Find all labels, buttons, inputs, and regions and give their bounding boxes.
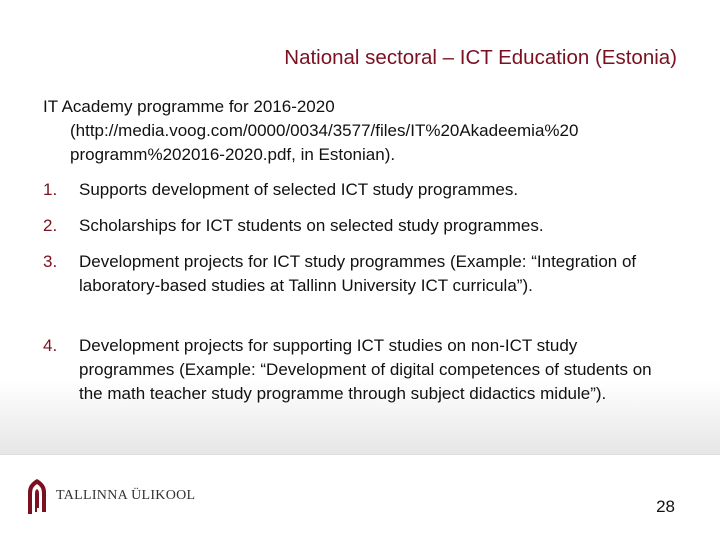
intro-line: IT Academy programme for 2016-2020 (43, 97, 335, 116)
list-item (43, 178, 683, 202)
list-number: 3. (43, 252, 58, 271)
page-number: 28 (656, 497, 675, 516)
tallinn-university-arch-icon (26, 478, 48, 514)
list-number: 4. (43, 336, 58, 355)
slide-title: National sectoral – ICT Education (Estonia) (284, 46, 677, 69)
list-text: Development projects for supporting ICT studies on non-ICT study programmes (Example: “Development of digital competences of students on the math teacher study programme through subject didactics midule”). (79, 336, 652, 403)
list-item (43, 334, 673, 406)
list-item (43, 214, 683, 238)
list-text: Scholarships for ICT students on selected study programmes. (79, 216, 544, 235)
list-number: 1. (43, 180, 58, 199)
list-number: 2. (43, 216, 58, 235)
university-logo (26, 478, 195, 514)
list-text: Development projects for ICT study programmes (Example: “Integration of laboratory-based studies at Tallinn University ICT curricula”). (79, 252, 637, 295)
logo-text: TALLINNA ÜLIKOOL (56, 488, 196, 503)
intro-url: (http://media.voog.com/0000/0034/3577/files/IT%20Akadeemia%20 (70, 121, 579, 140)
list-item (43, 250, 658, 298)
intro-paragraph (43, 95, 683, 167)
intro-url-cont: programm%202016-2020.pdf, in Estonian). (70, 145, 396, 164)
list-text: Supports development of selected ICT study programmes. (79, 180, 519, 199)
